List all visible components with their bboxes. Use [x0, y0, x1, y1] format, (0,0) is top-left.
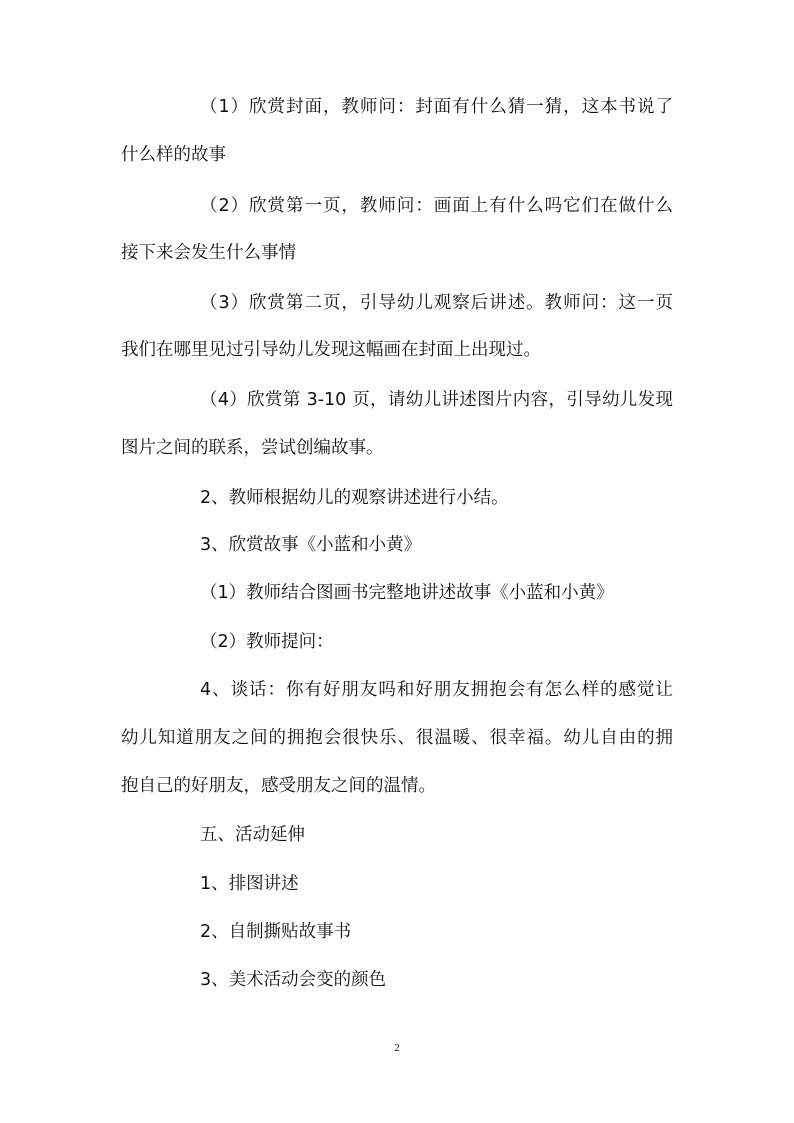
- text-line: （1）欣赏封面，教师问：封面有什么猜一猜，这本书说了: [200, 97, 673, 117]
- text-line: 幼儿知道朋友之间的拥抱会很快乐、很温暖、很幸福。幼儿自由的拥: [121, 728, 673, 748]
- text-line: （4）欣赏第 3-10 页，请幼儿讲述图片内容，引导幼儿发现: [200, 390, 673, 410]
- text-line: （2）欣赏第一页，教师问：画面上有什么吗它们在做什么: [200, 196, 673, 216]
- text-line: 图片之间的联系，尝试创编故事。: [121, 438, 384, 458]
- text-line: 2、教师根据幼儿的观察讲述进行小结。: [200, 488, 509, 508]
- text-line: （2）教师提问：: [200, 632, 334, 652]
- text-line: 4、谈话：你有好朋友吗和好朋友拥抱会有怎么样的感觉让: [200, 680, 673, 700]
- text-line: 我们在哪里见过引导幼儿发现这幅画在封面上出现过。: [121, 340, 541, 360]
- text-line: 抱自己的好朋友，感受朋友之间的温情。: [121, 776, 436, 796]
- section-heading: 五、活动延伸: [200, 825, 305, 845]
- text-line: 接下来会发生什么事情: [121, 243, 296, 263]
- text-line: 3、欣赏故事《小蓝和小黄》: [200, 535, 422, 555]
- text-line: 2、自制撕贴故事书: [200, 922, 352, 942]
- text-line: 什么样的故事: [121, 145, 226, 165]
- page-number: 2: [394, 1042, 400, 1054]
- text-line: （1）教师结合图画书完整地讲述故事《小蓝和小黄》: [200, 583, 614, 603]
- text-line: 3、美术活动会变的颜色: [200, 970, 387, 990]
- text-line: （3）欣赏第二页，引导幼儿观察后讲述。教师问：这一页: [200, 293, 673, 313]
- text-line: 1、排图讲述: [200, 874, 299, 894]
